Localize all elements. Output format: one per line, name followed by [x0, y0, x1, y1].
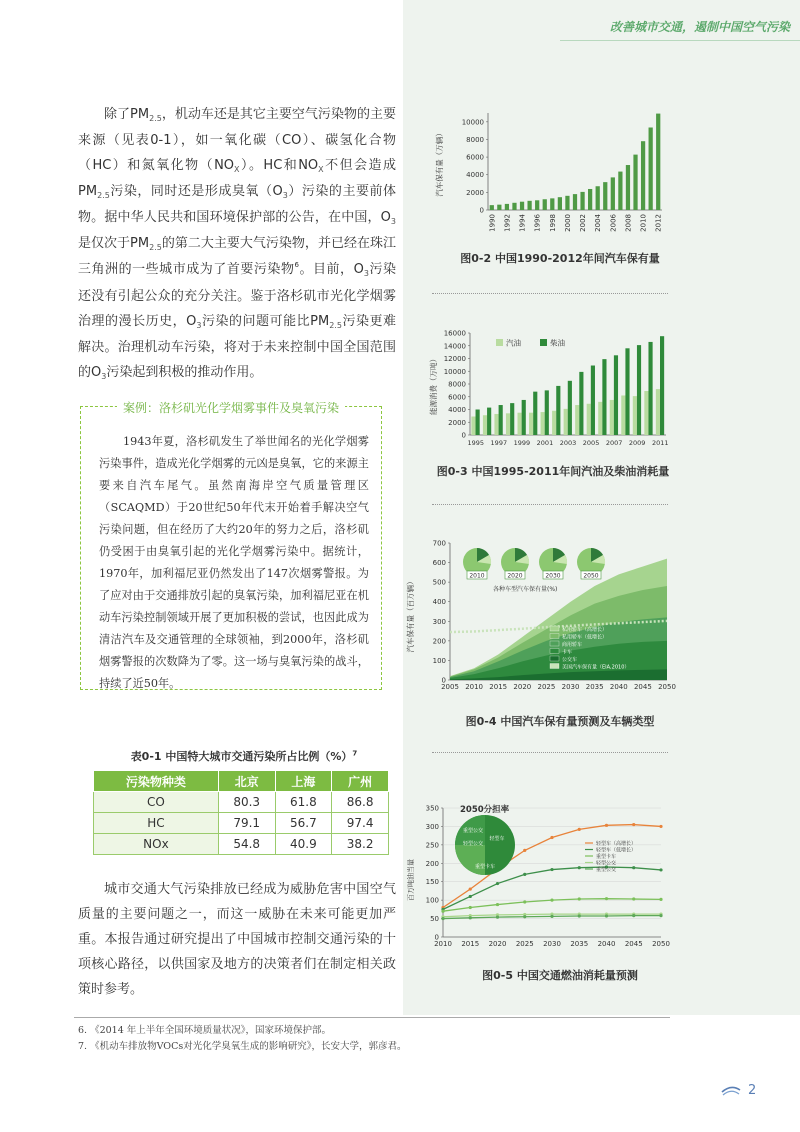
data-point [659, 914, 662, 917]
y-tick-label: 200 [432, 637, 446, 646]
x-tick-label: 2040 [597, 940, 616, 948]
y-tick-label: 400 [432, 598, 446, 607]
y-tick-label: 350 [425, 804, 439, 813]
data-point [659, 868, 662, 871]
pie-label: 轻型公交 [462, 841, 484, 847]
table-cell: 61.8 [275, 792, 332, 813]
legend-label: 公交车 [562, 657, 578, 663]
chart-fuel-forecast-svg [405, 800, 675, 952]
x-tick-label: 2009 [628, 439, 646, 447]
legend-swatch [540, 339, 547, 346]
table-cell: 86.8 [332, 792, 389, 813]
x-tick-label: 1994 [518, 214, 527, 232]
y-tick-label: 6000 [448, 393, 466, 402]
bar-gasoline [541, 412, 545, 435]
report-logo-icon [720, 1082, 742, 1100]
x-tick-label: 2002 [579, 214, 588, 232]
bar-diesel [510, 403, 514, 435]
bar [535, 200, 539, 210]
y-tick-label: 50 [430, 915, 439, 924]
data-point [578, 866, 581, 869]
bar-diesel [522, 400, 526, 435]
conclusion-paragraph: 城市交通大气污染排放已经成为威胁危害中国空气质量的主要问题之一，而这一威胁在未来可能更加严重。本报告通过研究提出了中国城市控制交通污染的十项核心路径，以供国家及地方的决策者们在制定相关政策时参考。 [78, 882, 396, 997]
y-tick-label: 6000 [466, 153, 484, 162]
bar [490, 205, 494, 210]
chart-fuel-forecast [405, 800, 675, 952]
legend-label: 柴油 [550, 338, 565, 348]
y-axis-label: 汽车保有量（万辆） [435, 129, 444, 197]
x-tick-label: 2015 [461, 940, 480, 948]
y-tick-label: 12000 [443, 355, 466, 363]
bar-diesel [579, 372, 583, 435]
case-study-title: 案例：洛杉矶光化学烟雾事件及臭氧污染 [81, 399, 381, 416]
chart-fuel-consumption [430, 325, 675, 453]
x-tick-label: 2010 [639, 214, 648, 232]
x-tick-label: 2020 [513, 683, 532, 691]
bar-diesel [545, 390, 549, 435]
x-tick-label: 2012 [654, 214, 663, 232]
x-tick-label: 2020 [488, 940, 507, 948]
bar [641, 141, 645, 210]
bar [497, 205, 501, 210]
pie-label: 重型公交 [462, 828, 484, 834]
y-tick-label: 100 [432, 656, 446, 665]
table-cell: 38.2 [332, 834, 389, 855]
x-tick-label: 2045 [624, 940, 643, 948]
x-tick-label: 2045 [633, 683, 652, 691]
legend-label: 轻型车（高增长） [596, 841, 637, 847]
bar [603, 182, 607, 210]
inset-title: 各种车型汽车保有量(%) [493, 586, 558, 593]
x-tick-label: 1997 [490, 439, 508, 447]
bar [550, 198, 554, 210]
section-divider [432, 504, 668, 505]
chart-vehicle-ownership-caption: 图0-2 中国1990-2012年间汽车保有量 [460, 252, 660, 265]
table-cell: 80.3 [218, 792, 275, 813]
bar [505, 204, 509, 210]
y-axis-label: 汽车保有量（百万辆） [406, 577, 415, 653]
x-tick-label: 2006 [609, 214, 618, 232]
x-tick-label: 2001 [536, 439, 554, 447]
bar [588, 189, 592, 210]
bar-diesel [533, 392, 537, 435]
x-tick-label: 2005 [582, 439, 600, 447]
bar-diesel [487, 408, 491, 435]
x-tick-label: 1990 [488, 214, 497, 232]
legend-swatch [550, 634, 559, 639]
x-tick-label: 1996 [533, 214, 542, 232]
chart-fuel-consumption-svg [430, 325, 675, 453]
x-tick-label: 2025 [515, 940, 534, 948]
data-point [523, 873, 526, 876]
bar-diesel [648, 342, 652, 435]
legend-label: 商用轿车 [562, 642, 583, 648]
table-cell: 97.4 [332, 813, 389, 834]
pollution-share-table [93, 770, 389, 855]
data-point [659, 825, 662, 828]
data-point [469, 916, 472, 919]
intro-paragraph: 除了$PM_{2.5}$，机动车还是其它主要空气污染物的主要来源（见表0-1），如一氧化碳（CO）、碳氢化合物（HC）和氮氧化物$(NO_X)$。HC和$NO_X$不但会造成$PM_{2.5}$污染，同时还是形成臭氧$(O_3)$污染的主要前体物。据中华人民共和国环境保护部的公告，在中国，$O_3$是仅次于$PM_{2.5}$的第二大主要大气污染物，并已经在珠江三角洲的一些城市成为了首要污染物$^6$。目前，$O_3$污染还没有引起公众的充分关注。鉴于洛杉矶市光化学烟雾治理的漫长历史，$O_3$污染的问题可能比$PM_{2.5}$污染更难解决。治理机动车污染，将对于未来控制中国全国范围的$O_3$污染起到积极的推动作用。 [78, 107, 396, 381]
y-tick-label: 10000 [461, 118, 484, 127]
data-point [605, 824, 608, 827]
x-tick-label: 1992 [503, 214, 512, 232]
bar-gasoline [644, 391, 648, 435]
y-tick-label: 0 [434, 933, 439, 942]
legend-swatch [550, 664, 559, 669]
data-point [496, 882, 499, 885]
legend-swatch [550, 641, 559, 646]
y-tick-label: 14000 [443, 342, 466, 351]
bar-diesel [660, 336, 664, 435]
table-cell: 79.1 [218, 813, 275, 834]
data-point [523, 849, 526, 852]
x-tick-label: 2011 [651, 439, 669, 447]
y-tick-label: 150 [425, 878, 439, 887]
y-tick-label: 300 [425, 822, 439, 831]
bar-gasoline [621, 395, 625, 435]
case-study-text: 1943年夏，洛杉矶发生了举世闻名的光化学烟雾污染事件，造成光化学烟雾的元凶是臭氧，它的来源主要来自汽车尾气。虽然南海岸空气质量管理区（SCAQMD）于20世纪50年代末开始着手解决空气污染问题，但在经历了大约20年的努力之后，洛杉矶仍受困于由臭氧引起的光化学烟雾污染中。据统计，1970年，加利福尼亚仍然发出了147次烟雾警报。为了应对由于交通排放引起的臭氧污染，加利福尼亚在机动车污染控制领域开展了更加积极的尝试，也因此成为清洁汽车及交通管理的全球领袖，到2000年，洛杉矶烟雾警报的次数降为了零。这一场与臭氧污染的战斗，持续了近50年。 [99, 435, 369, 690]
bar [649, 127, 653, 210]
bar-diesel [591, 366, 595, 435]
table-header-cell: 污染物种类 [94, 771, 219, 792]
bar-gasoline [471, 417, 475, 435]
table-header-cell: 北京 [218, 771, 275, 792]
bar-gasoline [575, 405, 579, 435]
data-point [578, 828, 581, 831]
bar [558, 197, 562, 210]
y-tick-label: 300 [432, 617, 446, 626]
bar-diesel [614, 355, 618, 435]
y-tick-label: 16000 [443, 329, 466, 338]
bar-gasoline [518, 413, 522, 435]
footnote-divider [74, 1017, 670, 1018]
inset-pie-slice [455, 845, 485, 875]
table-cell: NOx [94, 834, 219, 855]
y-tick-label: 2000 [448, 418, 466, 427]
x-tick-label: 2000 [563, 214, 572, 232]
inset-year-label: 2020 [507, 572, 523, 580]
x-tick-label: 2003 [559, 439, 577, 447]
y-tick-label: 250 [425, 841, 439, 850]
legend-swatch [496, 339, 503, 346]
x-tick-label: 2035 [585, 683, 604, 691]
x-tick-label: 2015 [489, 683, 508, 691]
footnote-7: 7. 《机动车排放物VOCs对光化学臭氧生成的影响研究》，长安大学，郭彦君。 [78, 1041, 407, 1052]
data-point [605, 914, 608, 917]
bar-gasoline [633, 396, 637, 435]
page-number: 2 [748, 1083, 757, 1098]
y-tick-label: 700 [432, 539, 446, 548]
x-tick-label: 1995 [467, 439, 485, 447]
data-point [469, 887, 472, 890]
bar-diesel [568, 381, 572, 435]
bar-gasoline [598, 402, 602, 435]
table-cell: CO [94, 792, 219, 813]
legend-label: 美国汽车保有量（EIA,2010） [562, 664, 630, 671]
legend-swatch [550, 656, 559, 661]
table-header-cell: 上海 [275, 771, 332, 792]
data-point [578, 914, 581, 917]
x-tick-label: 2050 [658, 683, 676, 691]
bar-diesel [499, 405, 503, 435]
pie-label: 轻型车 [489, 836, 505, 842]
table-row [94, 792, 389, 813]
x-tick-label: 2004 [594, 214, 603, 232]
inset-year-label: 2010 [469, 572, 485, 580]
chart-fuel-consumption-caption: 图0-3 中国1995-2011年间汽油及柴油消耗量 [436, 465, 670, 478]
bar-gasoline [552, 411, 556, 435]
pie-label: 重型卡车 [474, 864, 496, 870]
data-point [632, 897, 635, 900]
y-tick-label: 100 [425, 896, 439, 905]
y-tick-label: 8000 [448, 380, 466, 389]
bar-gasoline [529, 413, 533, 435]
y-tick-label: 4000 [448, 406, 466, 414]
data-point [496, 915, 499, 918]
bar [520, 202, 524, 210]
y-tick-label: 10000 [443, 367, 466, 376]
chart-vehicle-ownership [430, 108, 670, 243]
bar-diesel [637, 345, 641, 435]
x-tick-label: 2050 [652, 940, 670, 948]
y-tick-label: 0 [461, 431, 466, 440]
table-cell: 54.8 [218, 834, 275, 855]
chart-ownership-forecast-caption: 图0-4 中国汽车保有量预测及车辆类型 [465, 715, 655, 728]
data-point [659, 898, 662, 901]
x-tick-label: 2007 [605, 439, 623, 447]
y-tick-label: 2000 [466, 188, 484, 197]
legend-label: 轻型公交 [596, 860, 617, 867]
legend-label: 汽油 [506, 338, 521, 348]
data-point [550, 836, 553, 839]
y-tick-label: 8000 [466, 135, 484, 144]
x-tick-label: 2030 [561, 683, 580, 691]
y-axis-label: 能源消费（万吨） [429, 355, 438, 415]
x-tick-label: 2005 [441, 683, 459, 691]
header-title: 改善城市交通，遏制中国空气污染 [609, 20, 790, 34]
table-row [94, 813, 389, 834]
chart-vehicle-ownership-svg [430, 108, 670, 243]
legend-label: 重型卡车 [596, 854, 617, 860]
x-tick-label: 2010 [465, 683, 484, 691]
data-point [523, 900, 526, 903]
legend-label: 卡车 [562, 649, 573, 656]
bar [527, 201, 531, 210]
data-point [441, 910, 444, 913]
x-tick-label: 2030 [543, 940, 561, 948]
x-tick-label: 2035 [570, 940, 589, 948]
data-point [632, 914, 635, 917]
bar [611, 177, 615, 210]
bar-gasoline [506, 413, 510, 435]
data-point [469, 906, 472, 909]
bar-diesel [602, 359, 606, 435]
bar-diesel [625, 348, 629, 435]
y-tick-label: 0 [441, 676, 446, 685]
x-tick-label: 2010 [434, 940, 452, 948]
inset-year-label: 2030 [545, 572, 561, 580]
bar [512, 203, 516, 210]
x-tick-label: 1999 [513, 439, 531, 447]
legend-swatch [550, 649, 559, 654]
bar-diesel [476, 410, 480, 436]
y-tick-label: 200 [425, 859, 439, 868]
header-divider [560, 40, 800, 41]
data-point [632, 823, 635, 826]
legend-swatch [550, 626, 559, 631]
chart-ownership-forecast-svg [405, 535, 675, 700]
y-tick-label: 0 [479, 206, 484, 215]
section-divider [432, 293, 668, 294]
case-study-box [80, 401, 382, 690]
legend-label: 轻型车（低增长） [596, 847, 637, 854]
inset-year-label: 2050 [583, 572, 599, 580]
data-point [523, 915, 526, 918]
legend-label: 重型公交 [596, 867, 617, 873]
x-tick-label: 2008 [624, 214, 633, 232]
y-tick-label: 600 [432, 559, 446, 568]
y-axis-label: 百万吨油当量 [407, 859, 415, 901]
x-tick-label: 1998 [548, 214, 557, 232]
bar [596, 186, 600, 210]
bar [565, 196, 569, 210]
bar [626, 165, 630, 210]
bar [580, 192, 584, 210]
table-cell: 40.9 [275, 834, 332, 855]
table-caption: 表0-1 中国特大城市交通污染所占比例（%）$^7$ [130, 749, 358, 763]
data-point [550, 899, 553, 902]
x-tick-label: 2040 [609, 683, 628, 691]
table-header-row [94, 771, 389, 792]
table-cell: 56.7 [275, 813, 332, 834]
bar [656, 114, 660, 210]
chart-ownership-forecast [405, 535, 675, 700]
legend-label: 私用轿车（低增长） [562, 634, 608, 641]
y-tick-label: 500 [432, 578, 446, 587]
section-divider [432, 752, 668, 753]
bar-gasoline [564, 409, 568, 435]
bar [618, 172, 622, 210]
bar-gasoline [587, 404, 591, 435]
bar-gasoline [483, 415, 487, 435]
bar [573, 194, 577, 210]
y-tick-label: 4000 [466, 171, 484, 180]
x-tick-label: 2025 [537, 683, 556, 691]
data-point [441, 917, 444, 920]
bar-gasoline [656, 389, 660, 435]
bar-gasoline [494, 414, 498, 435]
bar [633, 155, 637, 210]
bar-diesel [556, 386, 560, 435]
data-point [469, 895, 472, 898]
data-point [578, 897, 581, 900]
data-point [632, 866, 635, 869]
chart-fuel-forecast-caption: 图0-5 中国交通燃油消耗量预测 [482, 969, 638, 982]
data-point [496, 903, 499, 906]
table-header-cell: 广州 [332, 771, 389, 792]
table-row [94, 834, 389, 855]
table-cell: HC [94, 813, 219, 834]
bar [543, 199, 547, 210]
inset-title: 2050分担率 [460, 805, 510, 815]
data-point [550, 915, 553, 918]
data-point [605, 897, 608, 900]
bar-gasoline [610, 400, 614, 435]
footnote-6: 6. 《2014 年上半年全国环境质量状况》，国家环境保护部。 [78, 1025, 332, 1036]
legend-label: 私用轿车（高增长） [562, 627, 608, 633]
data-point [550, 868, 553, 871]
